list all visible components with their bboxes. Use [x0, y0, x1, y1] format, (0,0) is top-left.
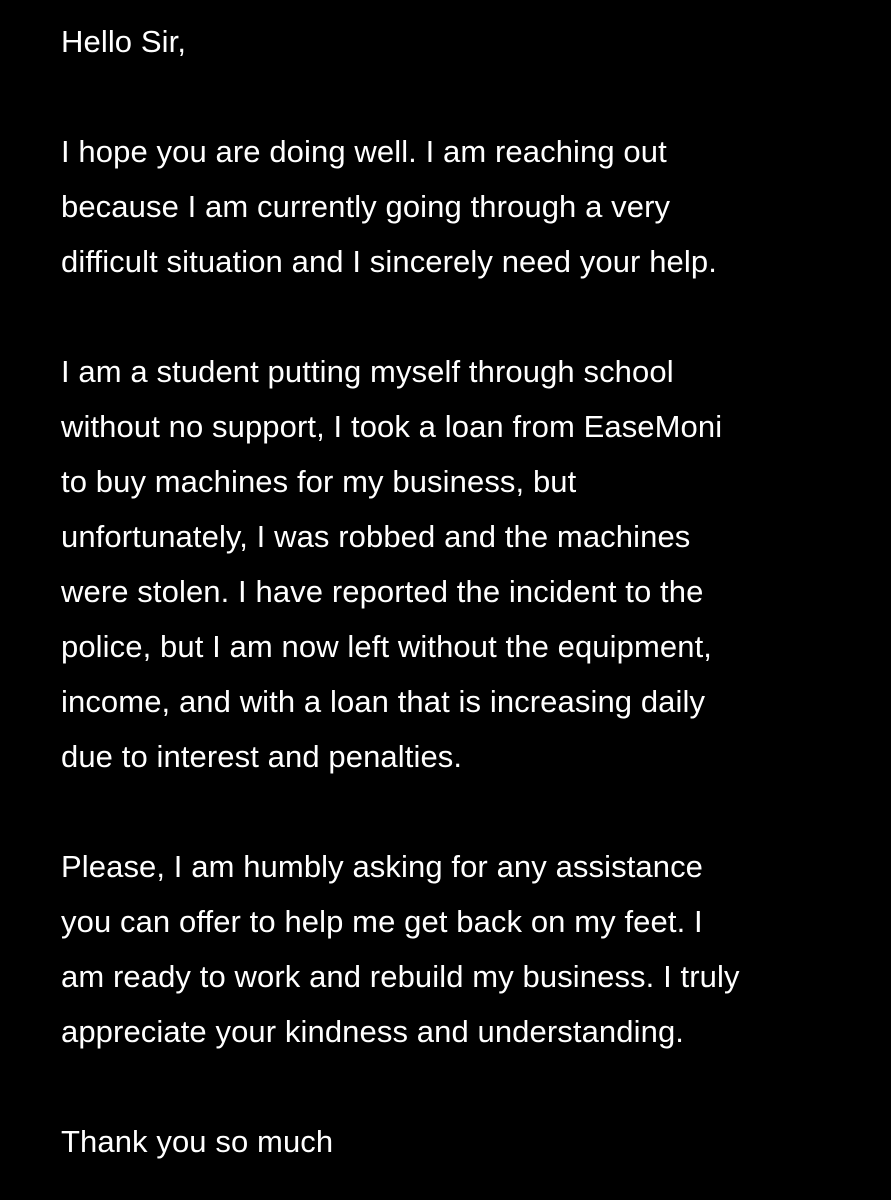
text-line: to buy machines for my business, but	[61, 464, 577, 499]
text-line: am ready to work and rebuild my business. I truly	[61, 959, 740, 994]
text-line: without no support, I took a loan from EaseMoni	[61, 409, 723, 444]
text-line: were stolen. I have reported the incident to the	[61, 574, 704, 609]
paragraph-gap	[61, 289, 871, 344]
paragraph-gap	[61, 784, 871, 839]
closing-line: Thank you so much	[61, 1124, 334, 1159]
paragraph-1	[61, 124, 871, 289]
paragraph-gap	[61, 69, 871, 124]
text-line: police, but I am now left without the equipment,	[61, 629, 713, 664]
text-line: due to interest and penalties.	[61, 739, 463, 774]
greeting-line: Hello Sir,	[61, 24, 187, 59]
text-line: Please, I am humbly asking for any assistance	[61, 849, 704, 884]
paragraph-2	[61, 344, 871, 784]
note-body[interactable]	[61, 14, 871, 1169]
paragraph-gap	[61, 1059, 871, 1114]
text-line: unfortunately, I was robbed and the machines	[61, 519, 691, 554]
text-line: difficult situation and I sincerely need your help.	[61, 244, 717, 279]
text-line: I hope you are doing well. I am reaching out	[61, 134, 667, 169]
text-line: appreciate your kindness and understanding.	[61, 1014, 684, 1049]
text-line: you can offer to help me get back on my feet. I	[61, 904, 703, 939]
paragraph-3	[61, 839, 871, 1059]
text-line: I am a student putting myself through school	[61, 354, 674, 389]
text-line: because I am currently going through a very	[61, 189, 671, 224]
text-line: income, and with a loan that is increasing daily	[61, 684, 706, 719]
